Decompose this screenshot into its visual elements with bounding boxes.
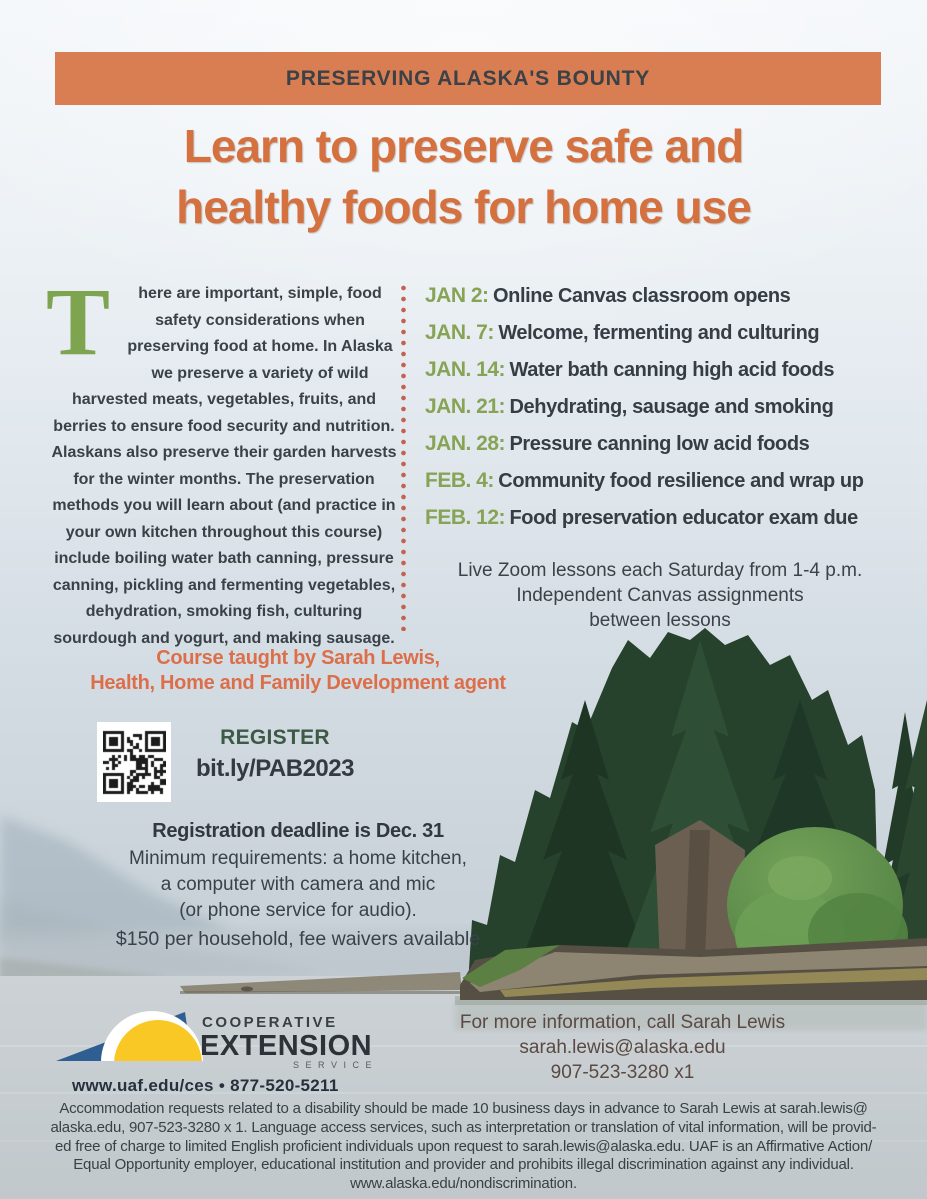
accessibility-disclaimer (18, 1100, 909, 1194)
schedule-text: Water bath canning high acid foods (509, 359, 835, 381)
schedule-text: Pressure canning low acid foods (509, 433, 810, 455)
contact-block (415, 1010, 830, 1085)
page-title (0, 116, 927, 238)
schedule-text: Food preservation educator exam due (509, 507, 858, 529)
dotted-divider (401, 283, 406, 631)
disclaimer-line-4: Equal Opportunity employer, educational institution and provider and prohibits illegal discrimination against any individual. (73, 1156, 854, 1174)
logo-text-extension: EXTENSION (200, 1030, 373, 1062)
zoom-lessons-note (425, 558, 895, 633)
minimum-requirements (48, 846, 548, 924)
disclaimer-line-3: ed free of charge to limited English proficient individuals upon request to sarah.lewis@alaska.edu. UAF is an Affirmative Action/ (54, 1137, 873, 1155)
intro-text: here are important, simple, food safety considerations when preserving food at home. In Alaska we preserve a variety of wild harvested meats, vegetables, fruits, and berries to ensure food security and nutrition. Alaskans also preserve their garden harvests for the winter months. The preservation methods you will learn about (and practice in your own kitchen throughout this course) include boiling water bath canning, pressure canning, pickling and fermenting vegetables, dehydration, smoking fish, culturing sourdough and yogurt, and making sausage. (51, 285, 397, 647)
requirement-line-1: Minimum requirements: a home kitchen, (129, 848, 467, 869)
instructor-credit (48, 646, 548, 696)
intro-paragraph (46, 268, 402, 652)
disclaimer-line-5: www.alaska.edu/nondiscrimination. (350, 1175, 577, 1193)
logo-text-cooperative: COOPERATIVE (202, 1014, 338, 1031)
schedule-text: Online Canvas classroom opens (492, 285, 791, 307)
schedule-date: JAN. 21: (425, 395, 506, 418)
instructor-line-2: Health, Home and Family Development agent (90, 672, 506, 694)
schedule-item (425, 506, 905, 543)
disclaimer-line-1: Accommodation requests related to a disability should be made 10 business days in advance to Sarah Lewis at sarah.lewis@ (59, 1100, 868, 1117)
schedule-date: FEB. 4: (425, 469, 494, 492)
contact-name-line: For more information, call Sarah Lewis (459, 1012, 786, 1033)
disclaimer-line-2: alaska.edu, 907-523-3280 x 1. Language access services, such as interpretation or translation of vital information, will be provid- (50, 1118, 877, 1136)
note-line-3: between lessons (589, 610, 731, 631)
schedule-list (425, 284, 905, 543)
contact-email[interactable] (415, 1035, 830, 1060)
banner (55, 52, 881, 105)
schedule-date: JAN. 14: (425, 358, 506, 381)
schedule-date: JAN. 7: (425, 321, 494, 344)
schedule-item (425, 469, 905, 506)
schedule-item (425, 358, 905, 395)
website-phone-text[interactable]: www.uaf.edu/ces • 877-520-5211 (72, 1076, 339, 1095)
note-line-1: Live Zoom lessons each Saturday from 1-4 p.m. (457, 560, 863, 581)
fee-note: $150 per household, fee waivers available (115, 928, 481, 950)
registration-deadline: Registration deadline is Dec. 31 (152, 820, 444, 842)
schedule-item (425, 395, 905, 432)
requirement-line-3: (or phone service for audio). (179, 900, 417, 921)
cooperative-extension-logo (56, 1006, 386, 1076)
headline-line-1: Learn to preserve safe and (183, 120, 744, 172)
dropcap-t: T (46, 268, 111, 375)
contact-phone-text[interactable]: 907-523-3280 x1 (550, 1062, 695, 1083)
contact-email-text[interactable]: sarah.lewis@alaska.edu (519, 1037, 726, 1058)
schedule-date: JAN 2: (425, 284, 489, 307)
requirement-line-2: a computer with camera and mic (160, 874, 436, 895)
schedule-date: JAN. 28: (425, 432, 506, 455)
website-phone-line[interactable] (72, 1076, 432, 1096)
note-line-2: Independent Canvas assignments (516, 585, 804, 606)
banner-title: PRESERVING ALASKA'S BOUNTY (285, 66, 651, 90)
schedule-text: Welcome, fermenting and culturing (498, 322, 820, 344)
schedule-text: Community food resilience and wrap up (498, 470, 864, 492)
register-heading: REGISTER (220, 726, 330, 749)
schedule-text: Dehydrating, sausage and smoking (509, 396, 834, 418)
register-link[interactable] (155, 755, 395, 783)
register-url-text[interactable]: bit.ly/PAB2023 (196, 755, 354, 782)
contact-phone[interactable] (415, 1060, 830, 1085)
schedule-item (425, 321, 905, 358)
headline-line-2: healthy foods for home use (176, 181, 751, 233)
schedule-item (425, 432, 905, 469)
instructor-line-1: Course taught by Sarah Lewis, (156, 647, 440, 669)
schedule-item (425, 284, 905, 321)
schedule-date: FEB. 12: (425, 506, 506, 529)
logo-text-service: S E R V I C E (293, 1060, 374, 1070)
